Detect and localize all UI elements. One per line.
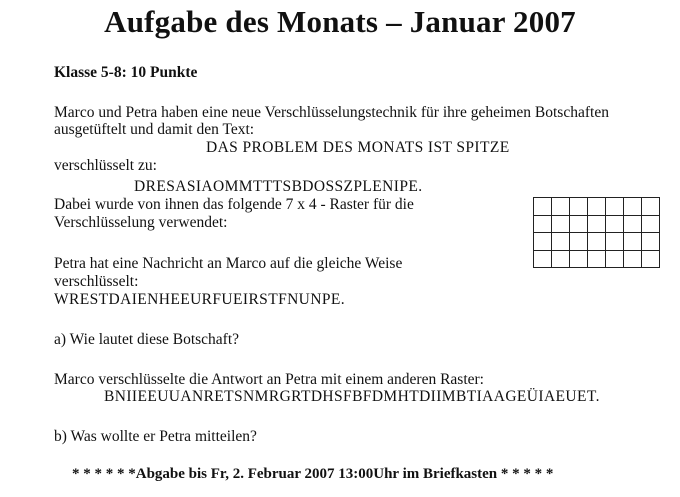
grid-cell	[606, 216, 624, 234]
grid-cell	[642, 216, 660, 234]
question-b: b) Was wollte er Petra mitteilen?	[54, 428, 257, 445]
encrypted-to-label: verschlüsselt zu:	[54, 157, 157, 174]
grid-cell	[624, 251, 642, 269]
grid-cell	[606, 233, 624, 251]
intro-line-1: Marco und Petra haben eine neue Verschlüsselungstechnik für ihre geheimen Botschaften	[54, 104, 609, 121]
grid-cell	[534, 233, 552, 251]
grid-cell	[642, 251, 660, 269]
grid-cell	[588, 233, 606, 251]
grid-cell	[642, 233, 660, 251]
petra-message-line-1: Petra hat eine Nachricht an Marco auf die gleiche Weise	[54, 255, 403, 272]
marco-cipher-text: BNIIEEUUANRETSNMRGRTDHSFBFDMHTDIIMBTIAAGEÜIAEUET.	[104, 388, 600, 405]
grid-cell	[588, 251, 606, 269]
grid-cell	[606, 251, 624, 269]
grid-cell	[534, 251, 552, 269]
grid-description-line-1: Dabei wurde von ihnen das folgende 7 x 4 - Raster für die	[54, 196, 414, 213]
marco-reply-line: Marco verschlüsselte die Antwort an Petra mit einem anderen Raster:	[54, 371, 484, 388]
grid-cell	[570, 216, 588, 234]
grid-cell	[552, 251, 570, 269]
grid-cell	[570, 233, 588, 251]
grid-cell	[552, 198, 570, 216]
question-a: a) Wie lautet diese Botschaft?	[54, 331, 240, 348]
grid-cell	[552, 233, 570, 251]
grid-cell	[624, 198, 642, 216]
encryption-grid	[533, 197, 660, 268]
grid-cell	[534, 198, 552, 216]
grid-cell	[624, 216, 642, 234]
class-points-line: Klasse 5-8: 10 Punkte	[54, 64, 198, 81]
grid-cell	[570, 198, 588, 216]
petra-cipher-text: WRESTDAIENHEEURFUEIRSTFNUNPE.	[54, 291, 346, 308]
petra-message-line-2: verschlüsselt:	[54, 273, 139, 290]
page-title: Aufgabe des Monats – Januar 2007	[104, 4, 576, 39]
cipher-text: DRESASIAOMMTTTSBDOSSZPLENIPE.	[134, 178, 423, 195]
grid-cell	[552, 216, 570, 234]
intro-line-2: ausgetüftelt und damit den Text:	[54, 121, 255, 138]
grid-cell	[588, 198, 606, 216]
grid-cell	[624, 233, 642, 251]
grid-cell	[534, 216, 552, 234]
grid-cell	[570, 251, 588, 269]
plain-text: DAS PROBLEM DES MONATS IST SPITZE	[206, 139, 510, 156]
deadline-footer: * * * * * *Abgabe bis Fr, 2. Februar 2007 13:00Uhr im Briefkasten * * * * *	[72, 466, 554, 482]
grid-cell	[642, 198, 660, 216]
grid-description-line-2: Verschlüsselung verwendet:	[54, 214, 228, 231]
grid-cell	[588, 216, 606, 234]
grid-cell	[606, 198, 624, 216]
